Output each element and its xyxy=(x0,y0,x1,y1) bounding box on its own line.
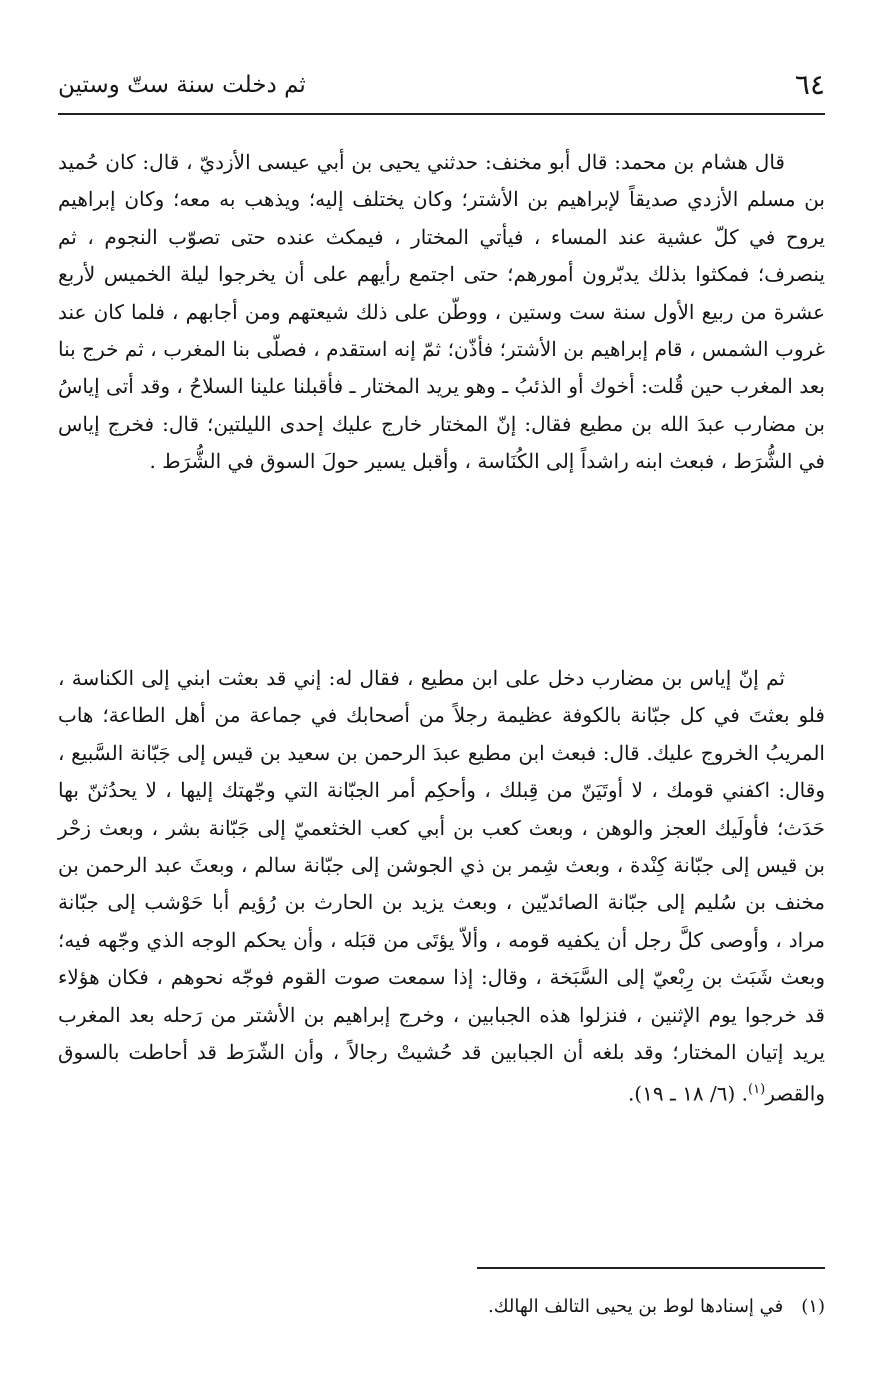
footnote xyxy=(58,1292,825,1322)
footnote-text: في إسنادها لوط بن يحيى التالف الهالك. xyxy=(487,1296,784,1317)
running-title: ثم دخلت سنة ستّ وستين xyxy=(58,72,306,98)
footnote-divider xyxy=(477,1267,825,1269)
citation: . (٦/ ١٨ ـ ١٩). xyxy=(627,1082,749,1107)
paragraph-2 xyxy=(58,660,825,1114)
page-header xyxy=(58,62,825,112)
page-number: ٦٤ xyxy=(794,68,825,101)
footnote-reference: (١) xyxy=(748,1082,766,1098)
paragraph-2-text: ثم إنّ إياس بن مضارب دخل على ابن مطيع ، فقال له: إني قد بعثت ابني إلى الكناسة ، فلو بعثتَ في كل جبّانة بالكوفة عظيمة رجلاً من أصحابك في جماعة من أهل الطاعة؛ هاب المريبُ الخروج عليك. قال: فبعث ابن مطيع عبدَ الرحمن بن سعيد بن قيس إلى جَبّانة السَّبيع ، وقال: اكفني قومك ، لا أوتَيَنّ من قِبلك ، وأحكِم أمر الجبّانة التي وجّهتك إليها ، لا يحدُثنّ بها حَدَث؛ فأولَيك العجز والوهن ، وبعث كعب بن أبي كعب الخثعميّ إلى جَبّانة بشر ، وبعث زحْر بن قيس إلى جبّانة كِنْدة ، وبعث شِمر بن ذي الجوشن إلى جبّانة سالم ، وبعثَ عبد الرحمن بن مخنف بن سُليم إلى جبّانة الصائديّين ، وبعث يزيد بن الحارث بن رُؤيم أبا حَوْشب إلى جبّانة مراد ، وأوصى كلَّ رجل أن يكفيه قومه ، وألاّ يؤتَى من قبَله ، وأن يحكم الوجه الذي وجّهه فيه؛ وبعث شَبَث بن رِبْعيّ إلى السَّبَخة ، وقال: إذا سمعت صوت القوم فوجّه نحوهم ، فكان هؤلاء قد خرجوا يوم الإثنين ، فنزلوا هذه الجبابين ، وخرج إبراهيم بن الأشتر من رَحله بعد المغرب يريد إتيان المختار؛ وقد بلغه أن الجبابين قد حُشيتْ رجالاً ، وأن الشّرَط قد أحاطت بالسوق والقصر xyxy=(58,666,825,1107)
paragraph-1: قال هشام بن محمد: قال أبو مخنف: حدثني يحيى بن أبي عيسى الأزديّ ، قال: كان حُميد بن مسلم الأزدي صديقاً لإبراهيم بن الأشتر؛ وكان يختلف إليه؛ ويذهب به معه؛ وكان إبراهيم يروح في كلّ عشية عند المساء ، فيأتي المختار ، فيمكث عنده حتى تصوّب النجوم ، ثم ينصرف؛ فمكثوا بذلك يدبّرون أمورهم؛ حتى اجتمع رأيهم على أن يخرجوا ليلة الخميس لأربع عشرة من ربيع الأول سنة ست وستين ، ووطّن على ذلك شيعتهم ومن أجابهم ، فلما كان عند غروب الشمس ، قام إبراهيم بن الأشتر؛ فأذّن؛ ثمّ إنه استقدم ، فصلّى بنا المغرب ، ثم خرج بنا بعد المغرب حين قُلت: أخوك أو الذئبُ ـ وهو يريد المختار ـ فأقبلنا علينا السلاحُ ، وقد أتى إياسُ بن مضارب عبدَ الله بن مطيع فقال: إنّ المختار خارج عليك إحدى الليلتين؛ قال: فخرج إياس في الشُّرَط ، فبعث ابنه راشداً إلى الكُنَاسة ، وأقبل يسير حولَ السوق في الشُّرَط . xyxy=(58,150,826,474)
header-divider xyxy=(58,113,825,115)
footnote-marker: (١) xyxy=(801,1296,825,1317)
